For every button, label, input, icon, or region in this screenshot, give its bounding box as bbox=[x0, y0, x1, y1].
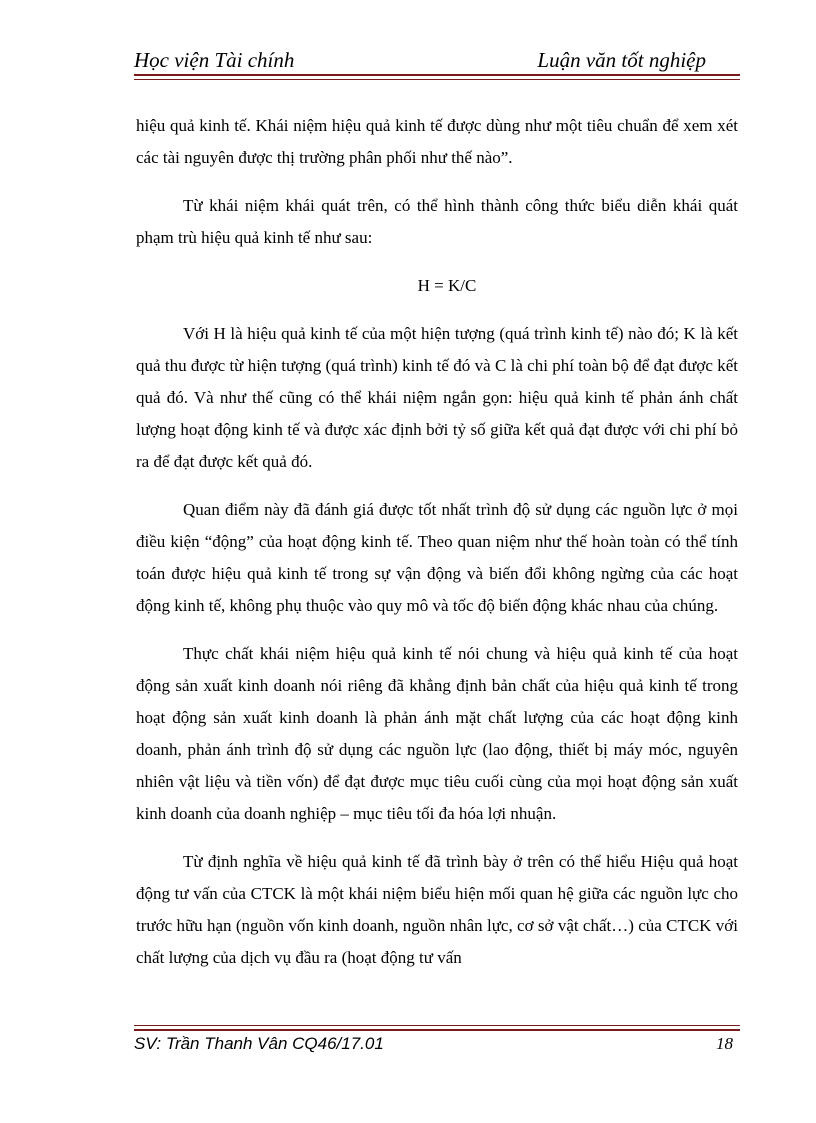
footer-student: SV: Trần Thanh Vân CQ46/17.01 bbox=[134, 1034, 384, 1053]
paragraph-formula-intro: Từ khái niệm khái quát trên, có thể hình thành công thức biểu diễn khái quát phạm trù hiệu quả kinh tế như sau: bbox=[136, 196, 738, 247]
page-header bbox=[134, 44, 740, 76]
footer-rule-thick bbox=[134, 1029, 740, 1031]
paragraph-formula-explanation: Với H là hiệu quả kinh tế của một hiện tượng (quá trình kinh tế) nào đó; K là kết quả thu được từ hiện tượng (quá trình) kinh tế đó và C là chi phí toàn bộ để đạt được kết quả đó. Và như thế cũng có thể khái niệm ngắn gọn: hiệu quả kinh tế phản ánh chất lượng hoạt động kinh tế và được xác định bởi tỷ số giữa kết quả đạt được với chi phí bỏ ra để đạt được kết quả đó. bbox=[136, 324, 738, 471]
header-rule-thin bbox=[134, 79, 740, 80]
header-institution: Học viện Tài chính bbox=[134, 48, 295, 72]
footer-rule-thin bbox=[134, 1025, 740, 1026]
paragraph-continuation: hiệu quả kinh tế. Khái niệm hiệu quả kinh tế được dùng như một tiêu chuẩn để xem xét các tài nguyên được thị trường phân phối như thế nào”. bbox=[136, 116, 738, 167]
header-document-type: Luận văn tốt nghiệp bbox=[537, 48, 706, 72]
page-body bbox=[136, 110, 738, 990]
paragraph-consulting-efficiency: Từ định nghĩa về hiệu quả kinh tế đã trình bày ở trên có thể hiểu Hiệu quả hoạt động tư vấn của CTCK là một khái niệm biểu hiện mối quan hệ giữa các nguồn lực cho trước hữu hạn (nguồn vốn kinh doanh, nguồn nhân lực, cơ sở vật chất…) của CTCK với chất lượng của dịch vụ đầu ra (hoạt động tư vấn bbox=[136, 852, 738, 967]
formula: H = K/C bbox=[417, 276, 477, 295]
page-number: 18 bbox=[716, 1034, 733, 1053]
paragraph-viewpoint: Quan điểm này đã đánh giá được tốt nhất trình độ sử dụng các nguồn lực ở mọi điều kiện “động” của hoạt động kinh tế. Theo quan niệm như thế hoàn toàn có thể tính toán được hiệu quả kinh tế trong sự vận động và biến đổi không ngừng của các hoạt động kinh tế, không phụ thuộc vào quy mô và tốc độ biến động khác nhau của chúng. bbox=[136, 500, 738, 615]
paragraph-essence: Thực chất khái niệm hiệu quả kinh tế nói chung và hiệu quả kinh tế của hoạt động sản xuất kinh doanh nói riêng đã khẳng định bản chất của hiệu quả kinh tế trong hoạt động sản xuất kinh doanh là phản ánh mặt chất lượng của các hoạt động kinh doanh, phản ánh trình độ sử dụng các nguồn lực (lao động, thiết bị máy móc, nguyên nhiên vật liệu và tiền vốn) để đạt được mục tiêu cuối cùng của mọi hoạt động sản xuất kinh doanh của doanh nghiệp – mục tiêu tối đa hóa lợi nhuận. bbox=[136, 644, 738, 823]
header-rule-thick bbox=[134, 74, 740, 76]
